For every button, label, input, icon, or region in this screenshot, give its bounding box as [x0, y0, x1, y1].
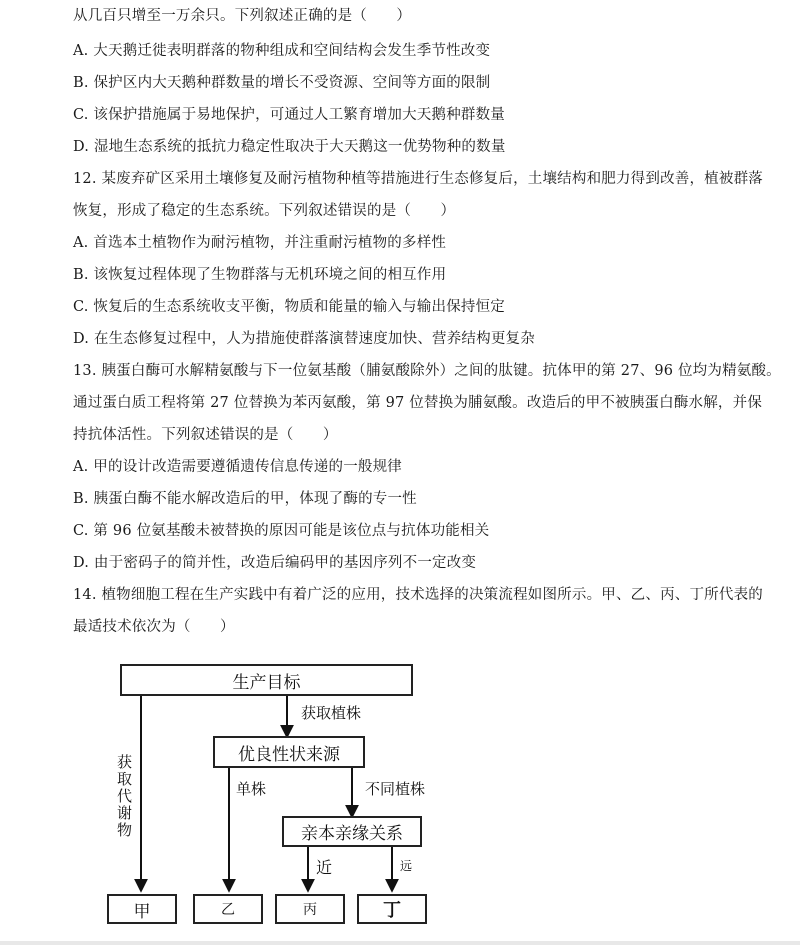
kinship-label: 亲本亲缘关系 — [301, 824, 403, 844]
result-box-bing — [275, 894, 345, 924]
text-line: 从几百只增至一万余只。下列叙述正确的是（ ） — [73, 8, 412, 24]
result-box-jia — [107, 894, 177, 924]
trait-source-box — [213, 736, 365, 768]
far-label: 远 — [400, 859, 413, 873]
single-plant-label: 单株 — [236, 780, 267, 798]
text-line: C. 恢复后的生态系统收支平衡，物质和能量的输入与输出保持恒定 — [73, 299, 505, 315]
trait-source-label: 优良性状来源 — [238, 744, 340, 765]
text-line: 持抗体活性。下列叙述错误的是（ ） — [73, 427, 338, 443]
result-box-yi — [193, 894, 263, 924]
result-label: 乙 — [221, 902, 235, 918]
text-line: B. 该恢复过程体现了生物群落与无机环境之间的相互作用 — [73, 267, 447, 283]
text-line: A. 甲的设计改造需要遵循遗传信息传递的一般规律 — [73, 459, 402, 475]
text-line: A. 大天鹅迁徙表明群落的物种组成和空间结构会发生季节性改变 — [73, 43, 491, 59]
goal-box — [120, 664, 413, 696]
text-line: 14. 植物细胞工程在生产实践中有着广泛的应用，技术选择的决策流程如图所示。甲、乙、丙、丁所代表的 — [73, 587, 763, 603]
kinship-box — [282, 816, 422, 847]
result-label: 丁 — [383, 900, 401, 921]
result-box-ding — [357, 894, 427, 924]
result-label: 丙 — [303, 902, 317, 918]
text-line: 通过蛋白质工程将第 27 位替换为苯丙氨酸，第 97 位替换为脯氨酸。改造后的甲不被胰蛋白酶水解，并保 — [73, 395, 763, 411]
different-plants-label: 不同植株 — [365, 780, 426, 798]
text-line: 12. 某废弃矿区采用土壤修复及耐污植物种植等措施进行生态修复后，土壤结构和肥力得到改善，植被群落 — [73, 171, 763, 187]
text-line: C. 该保护措施属于易地保护，可通过人工繁育增加大天鹅种群数量 — [73, 107, 505, 123]
text-line: C. 第 96 位氨基酸未被替换的原因可能是该位点与抗体功能相关 — [73, 523, 490, 539]
text-line: D. 由于密码子的简并性，改造后编码甲的基因序列不一定改变 — [73, 555, 477, 571]
text-line: B. 保护区内大天鹅种群数量的增长不受资源、空间等方面的限制 — [73, 75, 491, 91]
text-line: 恢复，形成了稳定的生态系统。下列叙述错误的是（ ） — [73, 203, 456, 219]
text-line: B. 胰蛋白酶不能水解改造后的甲，体现了酶的专一性 — [73, 491, 417, 507]
goal-label: 生产目标 — [232, 672, 301, 693]
text-line: D. 在生态修复过程中，人为措施使群落演替速度加快、营养结构更复杂 — [73, 331, 535, 347]
obtain-metabolite-label: 获取代谢物 — [115, 754, 133, 839]
text-line: D. 湿地生态系统的抵抗力稳定性取决于大天鹅这一优势物种的数量 — [73, 139, 506, 155]
text-line: 13. 胰蛋白酶可水解精氨酸与下一位氨基酸（脯氨酸除外）之间的肽键。抗体甲的第 27、96 位均为精氨酸。 — [73, 363, 781, 379]
result-label: 甲 — [133, 901, 151, 922]
text-line: A. 首选本土植物作为耐污植物，并注重耐污植物的多样性 — [73, 235, 447, 251]
obtain-plant-label: 获取植株 — [301, 704, 362, 722]
near-label: 近 — [316, 858, 333, 877]
page-bottom-edge — [0, 941, 800, 945]
text-line: 最适技术依次为（ ） — [73, 619, 235, 635]
